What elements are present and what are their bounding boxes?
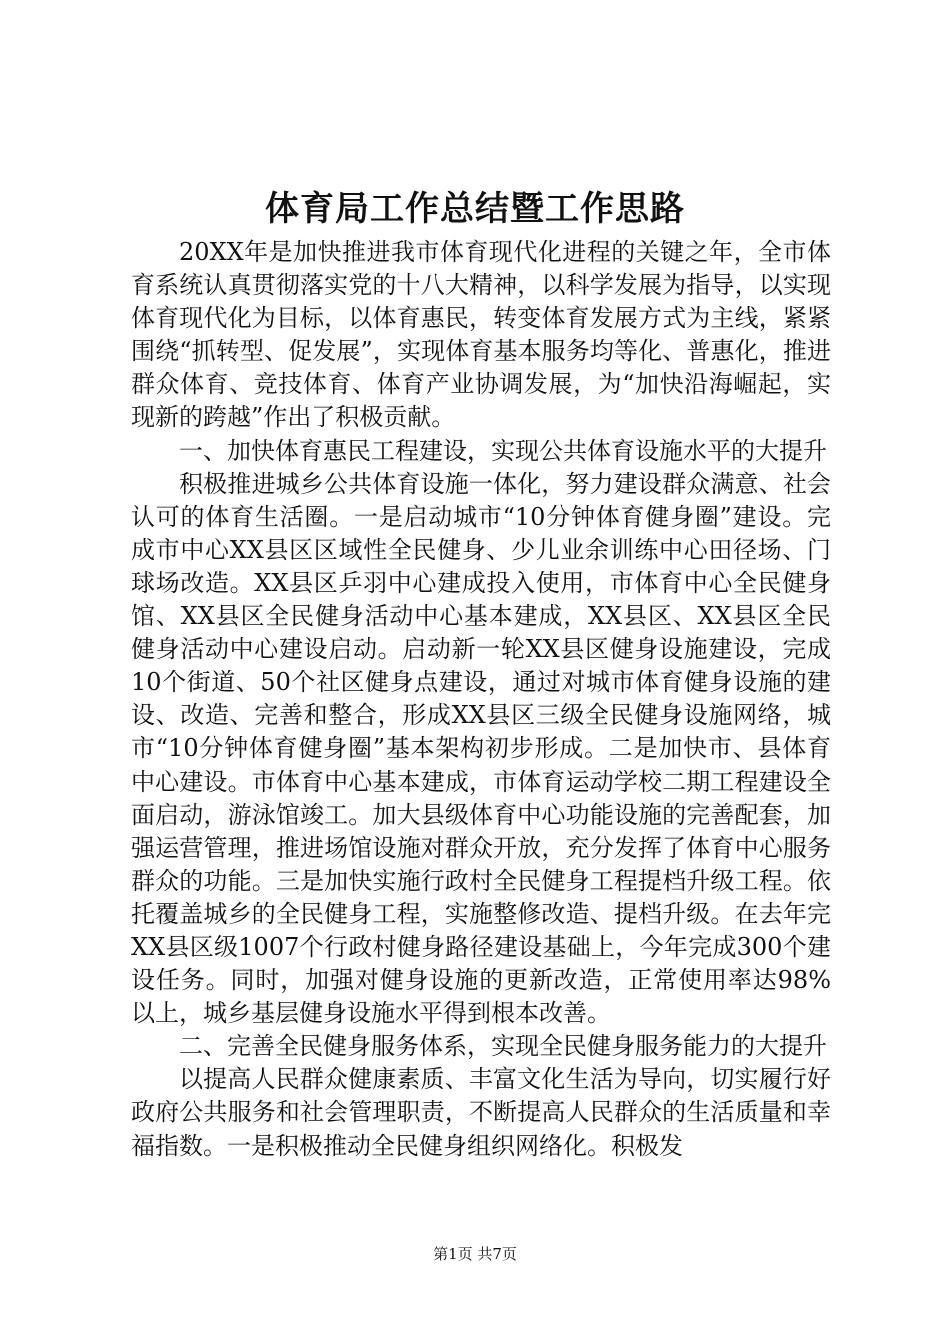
page-footer: 第1页 共7页 (433, 1245, 517, 1263)
document-body (131, 236, 831, 1163)
paragraph-section-1: 积极推进城乡公共体育设施一体化，努力建设群众满意、社会认可的体育生活圈。一是启动城市“10分钟体育健身圈”建设。完成市中心XX县区区域性全民健身、少儿业余训练中心田径场、门球场改造。XX县区乒羽中心建成投入使用，市体育中心全民健身馆、XX县区全民健身活动中心基本建成，XX县区、XX县区全民健身活动中心建设启动。启动新一轮XX县区健身设施建设，完成10个街道、50个社区健身点建设，通过对城市体育健身设施的建设、改造、完善和整合，形成XX县区三级全民健身设施网络，城市“10分钟体育健身圈”基本架构初步形成。二是加快市、县体育中心建设。市体育中心基本建成，市体育运动学校二期工程建设全面启动，游泳馆竣工。加大县级体育中心功能设施的完善配套，加强运营管理，推进场馆设施对群众开放，充分发挥了体育中心服务群众的功能。三是加快实施行政村全民健身工程提档升级工程。依托覆盖城乡的全民健身工程，实施整修改造、提档升级。在去年完XX县区级1007个行政村健身路径建设基础上，今年完成300个建设任务。同时，加强对健身设施的更新改造，正常使用率达98%以上，城乡基层健身设施水平得到根本改善。 (131, 469, 831, 1028)
section-heading-1: 一、加快体育惠民工程建设，实现公共体育设施水平的大提升 (179, 436, 827, 465)
paragraph-intro: 20XX年是加快推进我市体育现代化进程的关键之年，全市体育系统认真贯彻落实党的十八大精神，以科学发展为指导，以实现体育现代化为目标，以体育惠民，转变体育发展方式为主线，紧紧围绕“抓转型、促发展”，实现体育基本服务均等化、普惠化，推进群众体育、竞技体育、体育产业协调发展，为“加快沿海崛起，实现新的跨越”作出了积极贡献。 (131, 238, 831, 432)
paragraph-section-2: 以提高人民群众健康素质、丰富文化生活为导向，切实履行好政府公共服务和社会管理职责，不断提高人民群众的生活质量和幸福指数。一是积极推动全民健身组织网络化。积极发 (131, 1065, 831, 1160)
document-title: 体育局工作总结暨工作思路 (265, 189, 685, 229)
section-heading-2: 二、完善全民健身服务体系，实现全民健身服务能力的大提升 (179, 1032, 827, 1061)
